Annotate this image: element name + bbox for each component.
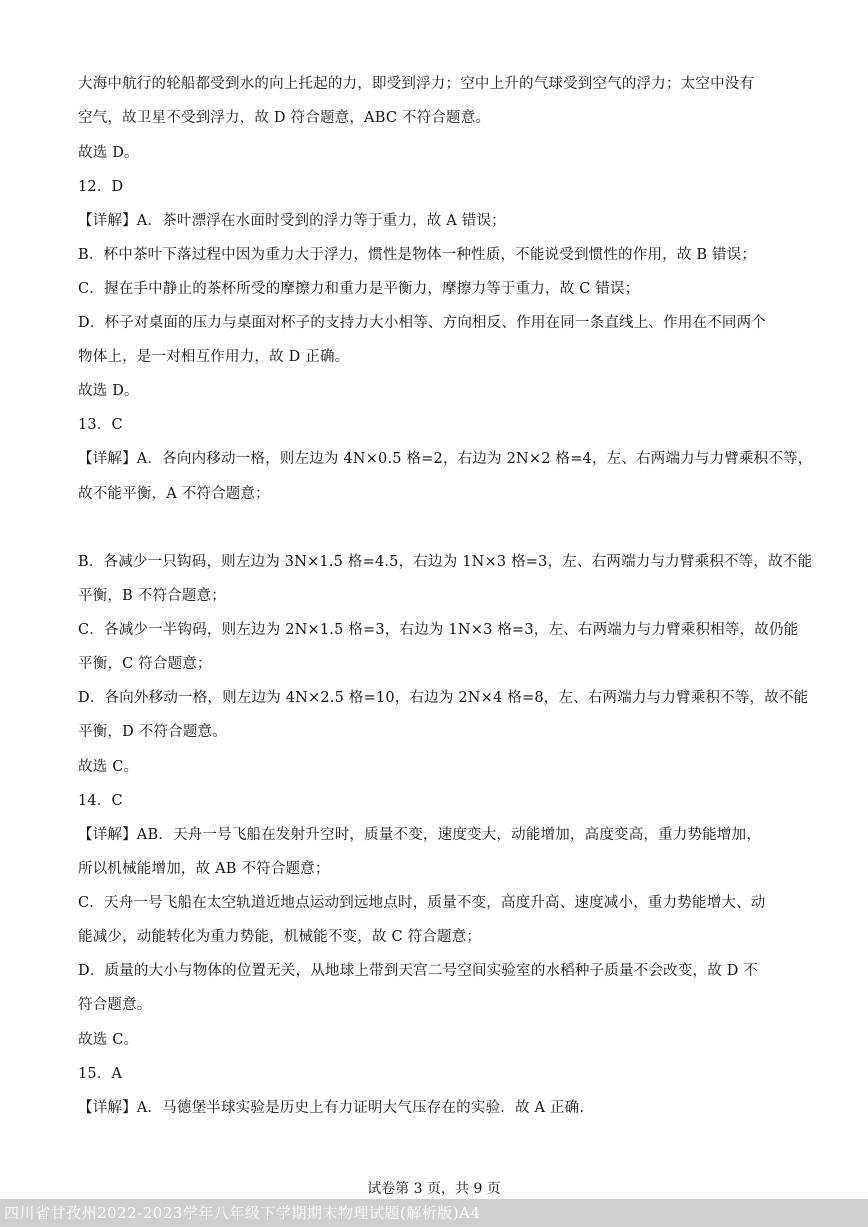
- text-line: D．各向外移动一格，则左边为 4N×2.5 格=10，右边为 2N×4 格=8，左、右两端力与力臂乘积不等，故不能: [78, 690, 809, 706]
- text-line: 符合题意。: [78, 997, 152, 1013]
- text-line: 空气，故卫星不受到浮力，故 D 符合题意，ABC 不符合题意。: [78, 110, 491, 126]
- page-footer: 试卷第 3 页，共 9 页: [367, 1181, 501, 1197]
- text-line: 故选 C。: [78, 759, 139, 775]
- text-line: 平衡，D 不符合题意。: [78, 724, 227, 740]
- text-line: D．质量的大小与物体的位置无关，从地球上带到天宫二号空间实验室的水稻种子质量不会改变，故 D 不: [78, 963, 759, 979]
- question-number: 13．C: [78, 417, 123, 433]
- question-number: 14．C: [78, 793, 123, 809]
- text-line: 大海中航行的轮船都受到水的向上托起的力，即受到浮力；空中上升的气球受到空气的浮力；太空中没有: [78, 76, 755, 92]
- text-line: 【详解】A．茶叶漂浮在水面时受到的浮力等于重力，故 A 错误；: [78, 213, 506, 229]
- watermark-banner: 四川省甘孜州2022-2023学年八年级下学期期末物理试题(解析版)A4: [0, 1199, 868, 1227]
- text-line: 【详解】A．马德堡半球实验是历史上有力证明大气压存在的实验．故 A 正确.: [78, 1100, 585, 1116]
- question-number: 12．D: [78, 179, 124, 195]
- text-line: 故不能平衡，A 不符合题意；: [78, 486, 270, 502]
- text-line: 【详解】AB．天舟一号飞船在发射升空时，质量不变，速度变大，动能增加，高度变高，重力势能增加，: [78, 827, 762, 843]
- text-line: 平衡，B 不符合题意；: [78, 588, 226, 604]
- text-line: 平衡，C 符合题意；: [78, 656, 212, 672]
- text-line: 故选 D。: [78, 383, 139, 399]
- text-line: C．天舟一号飞船在太空轨道近地点运动到远地点时，质量不变，高度升高、速度减小，重力势能增大、动: [78, 895, 766, 911]
- text-line: 物体上，是一对相互作用力，故 D 正确。: [78, 349, 350, 365]
- text-line: B．各减少一只钩码，则左边为 3N×1.5 格=4.5，右边为 1N×3 格=3，左、右两端力与力臂乘积不等，故不能: [78, 554, 813, 570]
- text-line: C．各减少一半钩码，则左边为 2N×1.5 格=3，右边为 1N×3 格=3，左、右两端力与力臂乘积相等，故仍能: [78, 622, 799, 638]
- text-line: D．杯子对桌面的压力与桌面对杯子的支持力大小相等、方向相反、作用在同一条直线上、作用在不同两个: [78, 315, 767, 331]
- text-line: C．握在手中静止的茶杯所受的摩擦力和重力是平衡力，摩擦力等于重力，故 C 错误；: [78, 281, 640, 297]
- question-number: 15．A: [78, 1066, 123, 1082]
- text-line: 所以机械能增加，故 AB 不符合题意；: [78, 861, 330, 877]
- text-line: 能减少，动能转化为重力势能，机械能不变，故 C 符合题意；: [78, 929, 482, 945]
- text-line: 故选 D。: [78, 145, 139, 161]
- text-line: 【详解】A．各向内移动一格，则左边为 4N×0.5 格=2，右边为 2N×2 格=4，左、右两端力与力臂乘积不等，: [78, 451, 813, 467]
- text-line: 故选 C。: [78, 1032, 139, 1048]
- text-line: B．杯中茶叶下落过程中因为重力大于浮力，惯性是物体一种性质，不能说受到惯性的作用，故 B 错误；: [78, 247, 757, 263]
